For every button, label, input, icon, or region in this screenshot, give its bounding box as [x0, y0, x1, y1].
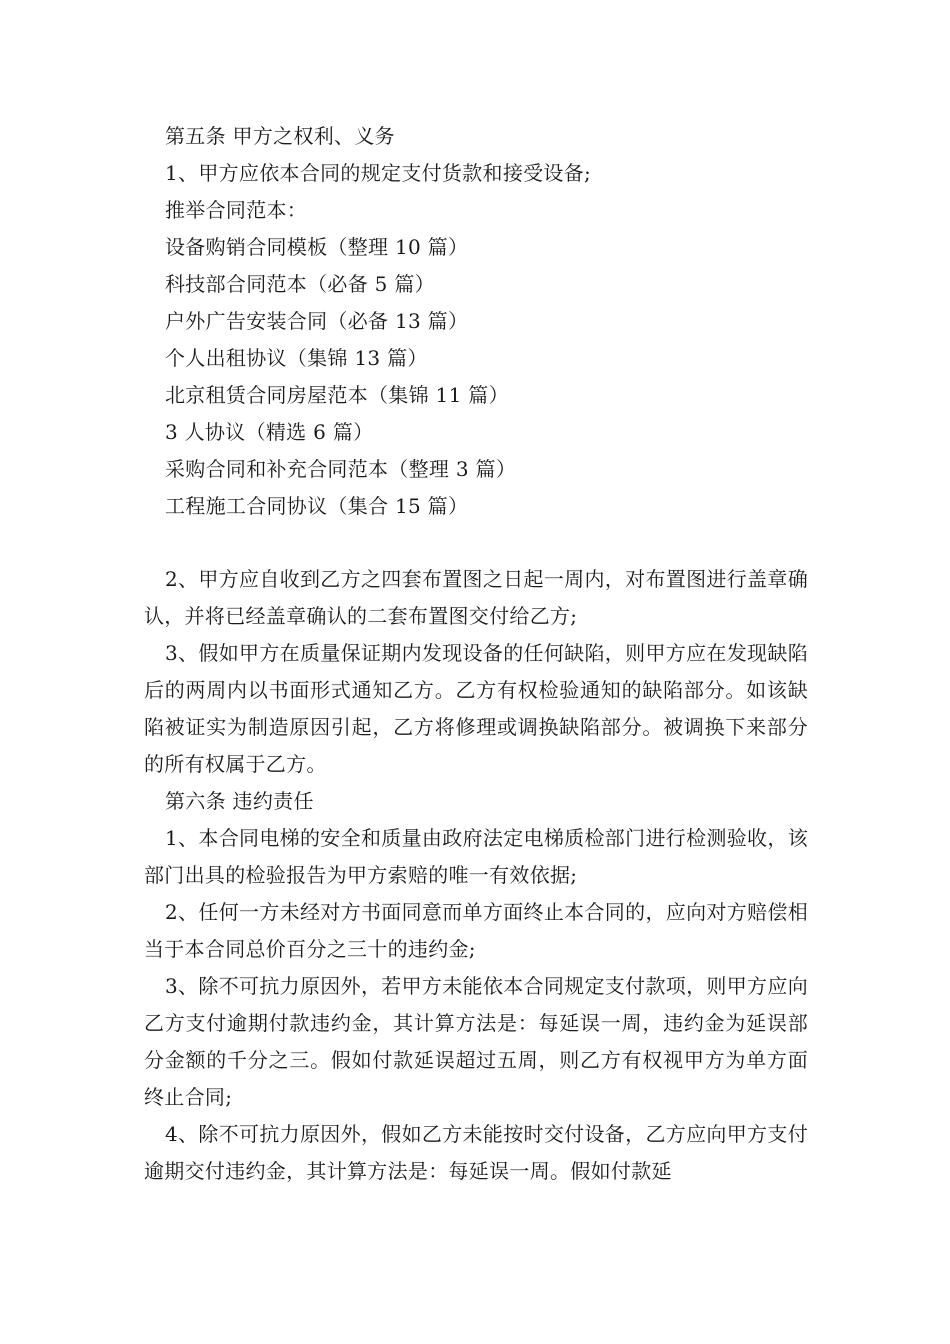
- section6-item-4: 4、除不可抗力原因外，假如乙方未能按时交付设备，乙方应向甲方支付逾期交付违约金，其计算方法是：每延误一周。假如付款延: [144, 1122, 808, 1183]
- recommend-heading: 推举合同范本：: [165, 198, 308, 222]
- section6-heading: 第六条 违约责任: [165, 789, 314, 813]
- section6-item-2: 2、任何一方未经对方书面同意而单方面终止本合同的，应向对方赔偿相当于本合同总价百分之三十的违约金;: [144, 900, 808, 961]
- recommend-item[interactable]: 个人出租协议（集锦 13 篇）: [165, 346, 428, 370]
- recommend-item[interactable]: 采购合同和补充合同范本（整理 3 篇）: [165, 457, 517, 481]
- section5-item-1: 1、甲方应依本合同的规定支付货款和接受设备;: [165, 161, 592, 185]
- section6-item-3: 3、除不可抗力原因外，若甲方未能依本合同规定支付款项，则甲方应向乙方支付逾期付款违约金，其计算方法是：每延误一周，违约金为延误部分金额的千分之三。假如付款延误超过五周，则乙方有权视甲方为单方面终止合同;: [144, 974, 808, 1109]
- section5-item-2: 2、甲方应自收到乙方之四套布置图之日起一周内，对布置图进行盖章确认，并将已经盖章确认的二套布置图交付给乙方;: [144, 567, 808, 628]
- recommend-item[interactable]: 科技部合同范本（必备 5 篇）: [165, 272, 435, 296]
- section6-item-1: 1、本合同电梯的安全和质量由政府法定电梯质检部门进行检测验收，该部门出具的检验报告为甲方索赔的唯一有效依据;: [144, 826, 808, 887]
- recommend-item[interactable]: 北京租赁合同房屋范本（集锦 11 篇）: [165, 383, 509, 407]
- section5-heading: 第五条 甲方之权利、义务: [165, 124, 395, 148]
- recommend-item[interactable]: 户外广告安装合同（必备 13 篇）: [165, 309, 469, 333]
- recommend-item[interactable]: 3 人协议（精选 6 篇）: [165, 420, 374, 444]
- section5-item-3: 3、假如甲方在质量保证期内发现设备的任何缺陷，则甲方应在发现缺陷后的两周内以书面形式通知乙方。乙方有权检验通知的缺陷部分。如该缺陷被证实为制造原因引起，乙方将修理或调换缺陷部分。被调换下来部分的所有权属于乙方。: [144, 641, 808, 776]
- recommend-item[interactable]: 设备购销合同模板（整理 10 篇）: [165, 235, 469, 259]
- recommend-item[interactable]: 工程施工合同协议（集合 15 篇）: [165, 494, 469, 518]
